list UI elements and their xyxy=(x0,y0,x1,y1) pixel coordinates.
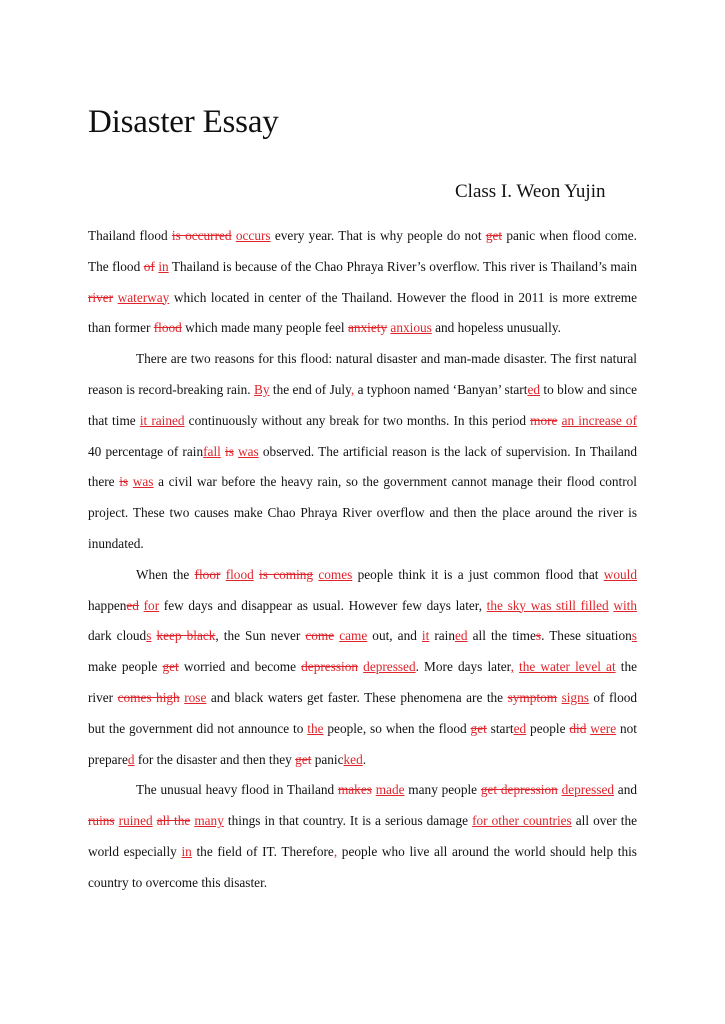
essay-paragraph xyxy=(88,344,637,560)
deleted-text: depression xyxy=(301,659,359,675)
body-text: all over the world especially xyxy=(88,813,638,859)
inserted-text: , xyxy=(350,381,355,397)
essay-body xyxy=(88,221,637,899)
body-text: every year. That is why people do not xyxy=(270,228,486,243)
body-text: happen xyxy=(88,597,127,613)
inserted-text: ked xyxy=(343,751,363,767)
inserted-text: flood xyxy=(225,566,254,582)
body-text: many people xyxy=(404,782,481,798)
body-text: people, so when the flood xyxy=(323,720,471,736)
body-text: for the disaster and then they xyxy=(134,751,296,767)
deleted-text: get depression xyxy=(480,782,558,798)
inserted-text: made xyxy=(375,782,405,798)
inserted-text: occurs xyxy=(235,228,271,243)
inserted-text: were xyxy=(590,720,617,736)
deleted-text: anxiety xyxy=(347,320,388,336)
inserted-text: it xyxy=(421,628,430,644)
inserted-text: depressed xyxy=(363,659,416,675)
inserted-text: anxious xyxy=(390,320,432,336)
deleted-text: all the xyxy=(156,813,191,829)
inserted-text: in xyxy=(181,843,192,859)
deleted-text: makes xyxy=(337,782,372,798)
deleted-text: get xyxy=(485,228,503,243)
inserted-text: in xyxy=(158,258,169,274)
deleted-text: get xyxy=(295,751,312,767)
deleted-text: is xyxy=(225,443,234,459)
body-text: There are two reasons for this flood: natural disaster and man-made disaster. The first natural reason is record-breaking rain. xyxy=(88,351,637,397)
essay-paragraph xyxy=(88,221,637,344)
inserted-text: ed xyxy=(513,720,527,736)
deleted-text: of xyxy=(143,258,155,274)
inserted-text: was xyxy=(132,474,154,490)
body-text: . xyxy=(362,751,367,767)
body-text: things in that country. It is a serious damage xyxy=(223,813,473,829)
deleted-text: is occurred xyxy=(171,228,232,243)
body-text: . More days later xyxy=(415,659,511,675)
inserted-text: for other countries xyxy=(472,813,572,829)
deleted-text: river xyxy=(88,289,114,305)
deleted-text: comes high xyxy=(117,689,180,705)
body-text: and black waters get faster. These phenomena are the xyxy=(206,689,508,705)
deleted-text: flood xyxy=(153,320,182,336)
inserted-text: came xyxy=(339,628,368,644)
body-text: the field of IT. Therefore xyxy=(191,843,334,859)
body-text: the river xyxy=(88,659,638,705)
deleted-text: keep black xyxy=(156,628,216,644)
deleted-text: get xyxy=(470,720,487,736)
body-text: people think it is a just common flood that xyxy=(352,566,604,582)
inserted-text: was xyxy=(238,443,259,459)
inserted-text: with xyxy=(613,597,637,613)
body-text: people who live all around the world should help this country to overcome this disaster. xyxy=(88,843,637,890)
deleted-text: get xyxy=(162,659,179,675)
inserted-text: rose xyxy=(184,689,207,705)
deleted-text: s xyxy=(535,628,542,644)
inserted-text: for xyxy=(143,597,160,613)
body-text: observed. The artificial reason is the lack of supervision. In Thailand there xyxy=(88,443,638,490)
body-text: start xyxy=(486,720,514,736)
inserted-text: the sky was still filled xyxy=(486,597,609,613)
inserted-text: s xyxy=(146,628,152,644)
body-text: and xyxy=(614,782,637,798)
body-text: the end of July xyxy=(269,381,351,397)
body-text: a civil war before the heavy rain, so the government cannot manage their flood control project. These two causes make Chao Phraya River overflow and then the place around the river is inundated. xyxy=(88,474,638,551)
deleted-text: symptom xyxy=(507,689,558,705)
body-text: a typhoon named ‘Banyan’ start xyxy=(354,381,528,397)
body-text: which located in center of the Thailand. However the flood in 2011 is more extreme than former xyxy=(88,289,638,336)
deleted-text: more xyxy=(530,412,558,428)
deleted-text: ruins xyxy=(88,813,115,829)
inserted-text: ruined xyxy=(118,813,153,829)
inserted-text: signs xyxy=(561,689,589,705)
body-text: , the Sun never xyxy=(215,628,306,644)
essay-paragraph xyxy=(88,560,637,776)
body-text: Thailand is because of the Chao Phraya River’s overflow. This river is Thailand’s main xyxy=(168,258,638,274)
deleted-text: floor xyxy=(194,566,221,582)
body-text: The unusual heavy flood in Thailand xyxy=(136,782,338,798)
inserted-text: fall xyxy=(203,443,221,459)
body-text: 40 percentage of rain xyxy=(88,443,204,459)
inserted-text: s xyxy=(631,628,637,644)
inserted-text: the xyxy=(307,720,324,736)
body-text: dark cloud xyxy=(88,628,147,644)
body-text: of flood but the government did not announce to xyxy=(88,689,638,736)
body-text: panic xyxy=(311,751,344,767)
inserted-text: depressed xyxy=(561,782,614,798)
body-text: to blow and since that time xyxy=(88,381,637,428)
inserted-text: By xyxy=(254,381,270,397)
body-text: out, and xyxy=(367,628,422,644)
deleted-text: is coming xyxy=(259,566,314,582)
body-text: Thailand flood xyxy=(88,228,172,243)
inserted-text: comes xyxy=(318,566,353,582)
body-text: rain xyxy=(429,628,456,644)
body-text: people xyxy=(526,720,570,736)
body-text: continuously without any break for two months. In this period xyxy=(184,412,531,428)
inserted-text: , xyxy=(510,659,514,675)
inserted-text: many xyxy=(194,813,224,829)
inserted-text: an increase of xyxy=(561,412,637,428)
body-text: and hopeless unusually. xyxy=(431,320,561,336)
body-text: worried and become xyxy=(178,659,302,675)
body-text: few days and disappear as usual. However few days later, xyxy=(159,597,487,613)
deleted-text: come xyxy=(305,628,335,644)
inserted-text: ed xyxy=(527,381,540,397)
body-text: make people xyxy=(88,659,163,675)
body-text: When the xyxy=(136,566,195,582)
inserted-text: would xyxy=(603,566,638,582)
essay-paragraph xyxy=(88,775,637,898)
body-text: all the time xyxy=(467,628,536,644)
author-line: Class I. Weon Yujin xyxy=(455,181,606,202)
inserted-text: , xyxy=(333,843,338,859)
deleted-text: is xyxy=(119,474,129,490)
document-title: Disaster Essay xyxy=(88,104,279,140)
body-text: which made many people feel xyxy=(181,320,348,336)
deleted-text: did xyxy=(569,720,587,736)
inserted-text: ed xyxy=(455,628,468,644)
inserted-text: the water level at xyxy=(519,659,616,675)
inserted-text: waterway xyxy=(117,289,170,305)
body-text: panic when flood come. The flood xyxy=(88,228,637,274)
deleted-text: ed xyxy=(126,597,139,613)
body-text: . These situation xyxy=(541,628,632,644)
body-text: not prepare xyxy=(88,720,638,767)
inserted-text: d xyxy=(127,751,135,767)
inserted-text: it rained xyxy=(139,412,185,428)
